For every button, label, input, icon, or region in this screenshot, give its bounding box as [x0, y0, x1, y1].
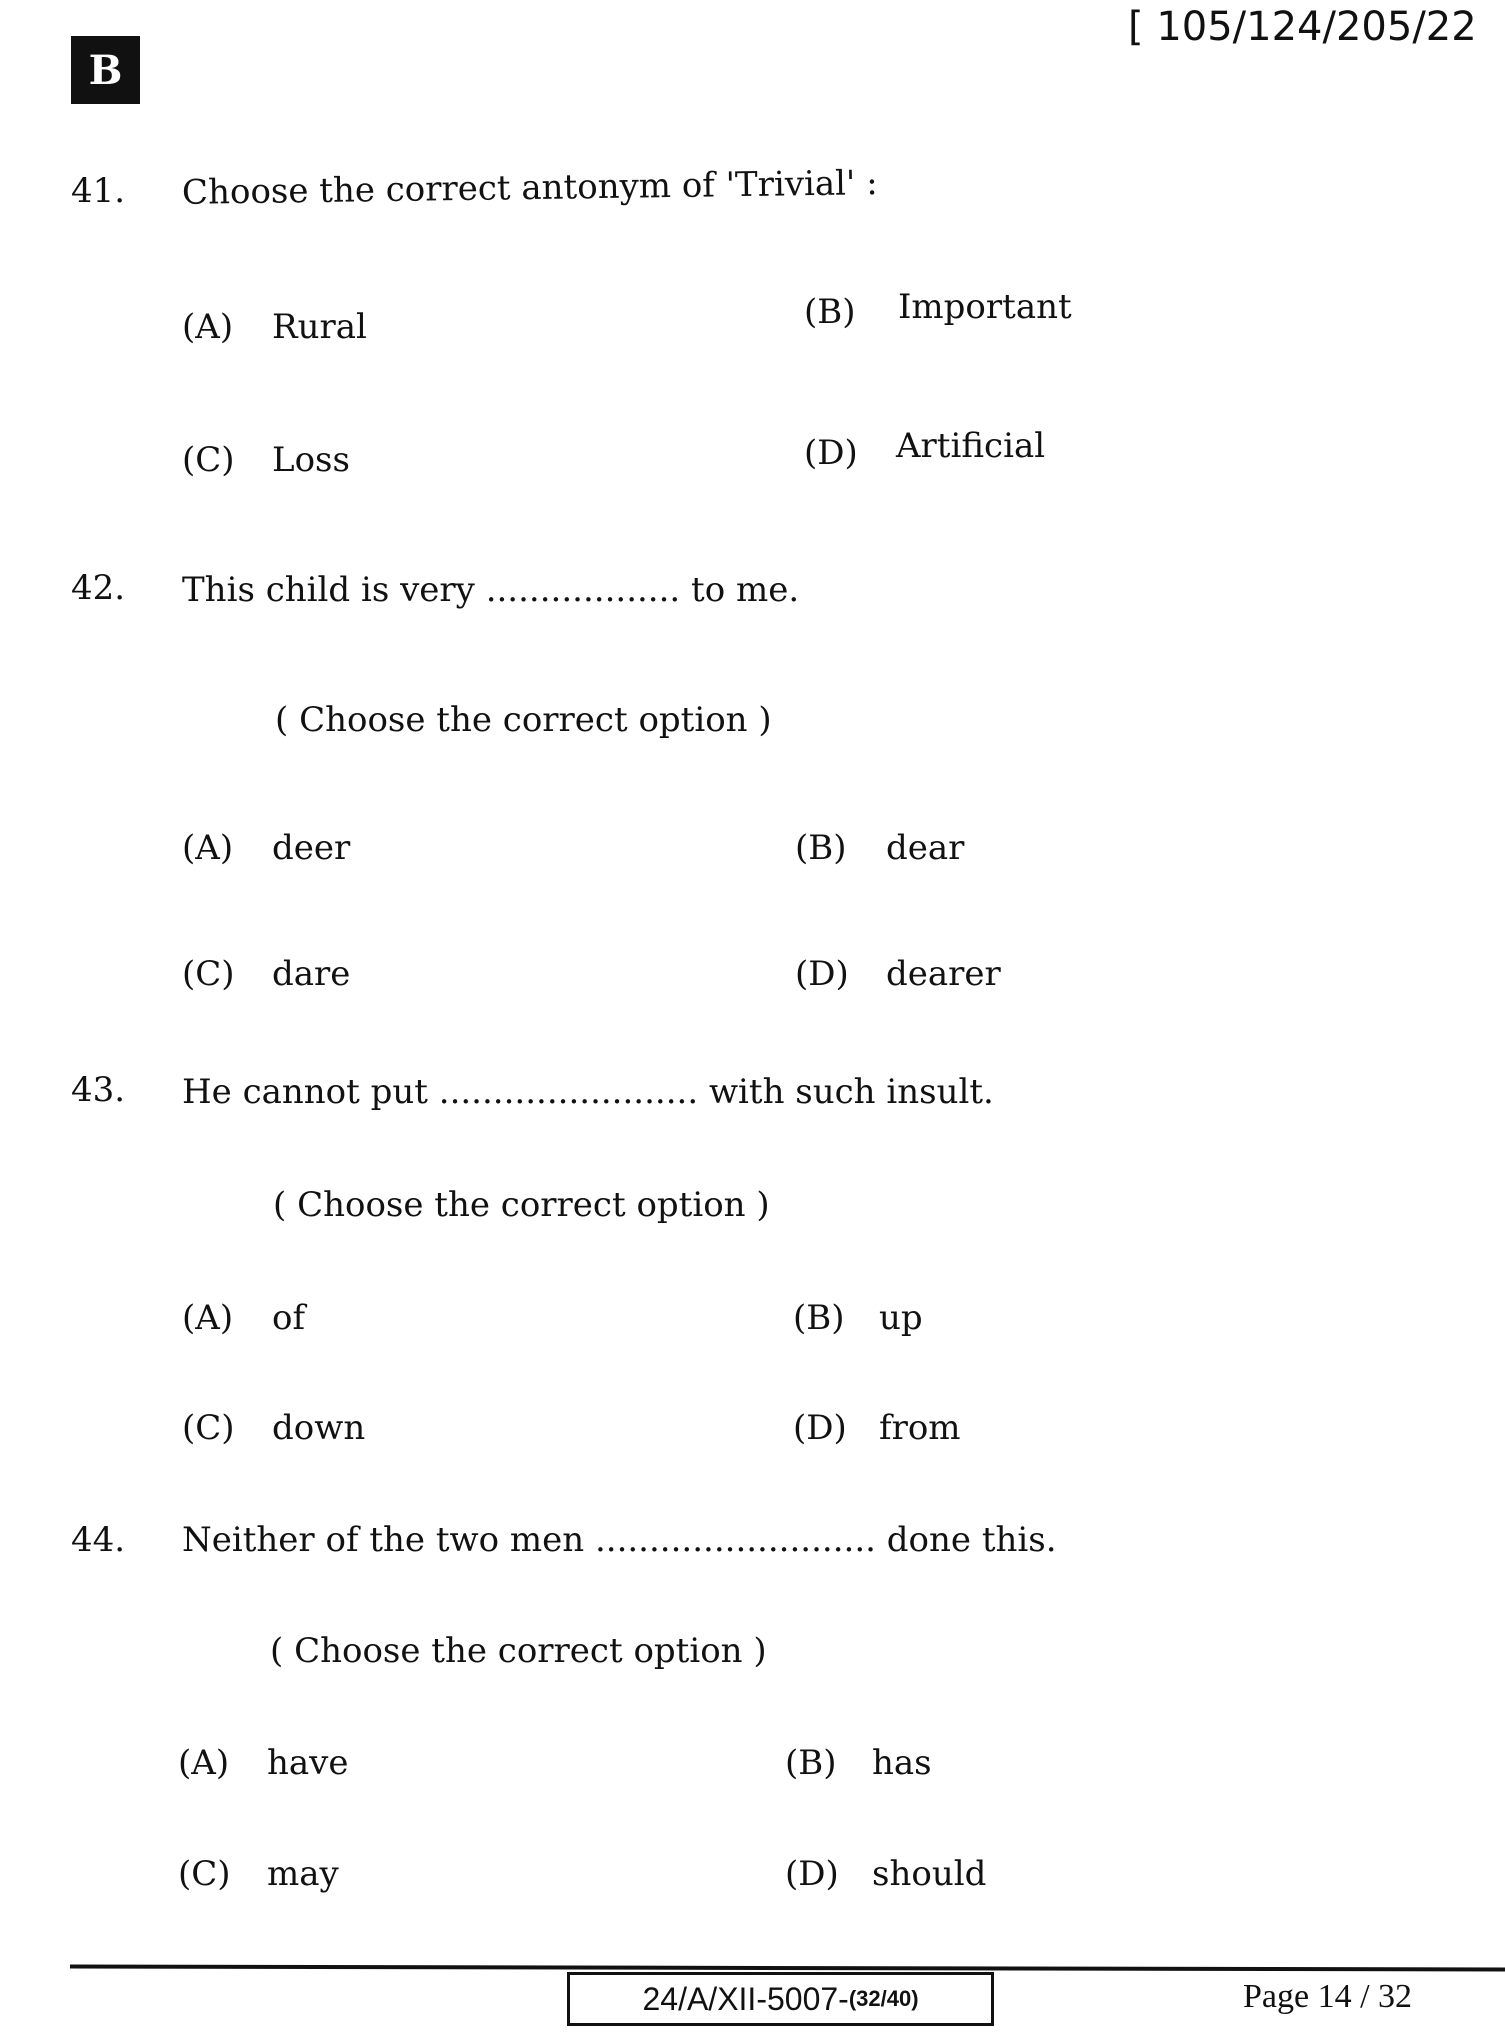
paper-code-header: [ 105/124/205/22 — [1128, 4, 1477, 50]
paper-code-text: 24/A/XII-5007- — [642, 1980, 849, 2017]
question-text: Choose the correct antonym of 'Trivial' : — [181, 163, 878, 213]
option-label: (D) — [795, 954, 849, 994]
question-text: Neither of the two men .......................... done this. — [182, 1520, 1057, 1560]
question-number: 42. — [71, 568, 126, 608]
option-label: (C) — [182, 954, 235, 994]
option-text: Loss — [272, 440, 350, 480]
paper-code-suffix: (32/40) — [848, 1986, 919, 2011]
option-text: Rural — [272, 307, 367, 347]
footer-paper-code — [567, 1972, 994, 2026]
option-label: (C) — [178, 1854, 231, 1894]
question-number: 43. — [71, 1070, 126, 1110]
option-label: (A) — [182, 1298, 234, 1338]
option-label: (C) — [182, 440, 235, 480]
option-label: (D) — [804, 433, 858, 473]
option-label: (D) — [785, 1854, 839, 1894]
option-label: (B) — [793, 1298, 845, 1338]
option-text: up — [879, 1298, 923, 1338]
option-text: may — [267, 1854, 339, 1894]
option-label: (A) — [182, 828, 234, 868]
set-badge: B — [71, 36, 140, 104]
option-label: (C) — [182, 1408, 235, 1448]
option-text: dare — [272, 954, 351, 994]
option-label: (A) — [178, 1743, 230, 1783]
option-label: (B) — [795, 828, 847, 868]
question-number: 41. — [71, 171, 126, 211]
question-instruction: ( Choose the correct option ) — [275, 700, 772, 740]
page-number: Page 14 / 32 — [1243, 1978, 1413, 2015]
option-label: (D) — [793, 1408, 847, 1448]
option-text: has — [872, 1743, 932, 1783]
question-text: This child is very .................. to me. — [182, 570, 800, 610]
question-number: 44. — [71, 1520, 126, 1560]
option-label: (A) — [182, 307, 234, 347]
option-text: deer — [272, 828, 351, 868]
option-text: dearer — [886, 954, 1001, 994]
footer-divider — [70, 1964, 1505, 1971]
option-label: (B) — [785, 1743, 837, 1783]
option-text: Artificial — [896, 426, 1046, 466]
option-text: down — [272, 1408, 366, 1448]
option-text: dear — [886, 828, 965, 868]
option-text: Important — [898, 287, 1072, 327]
option-text: have — [267, 1743, 349, 1783]
question-instruction: ( Choose the correct option ) — [270, 1631, 767, 1671]
option-text: from — [879, 1408, 961, 1448]
option-text: should — [872, 1854, 987, 1894]
option-text: of — [272, 1298, 306, 1338]
option-label: (B) — [804, 292, 856, 332]
question-instruction: ( Choose the correct option ) — [273, 1185, 770, 1225]
question-text: He cannot put ........................ with such insult. — [182, 1072, 994, 1112]
